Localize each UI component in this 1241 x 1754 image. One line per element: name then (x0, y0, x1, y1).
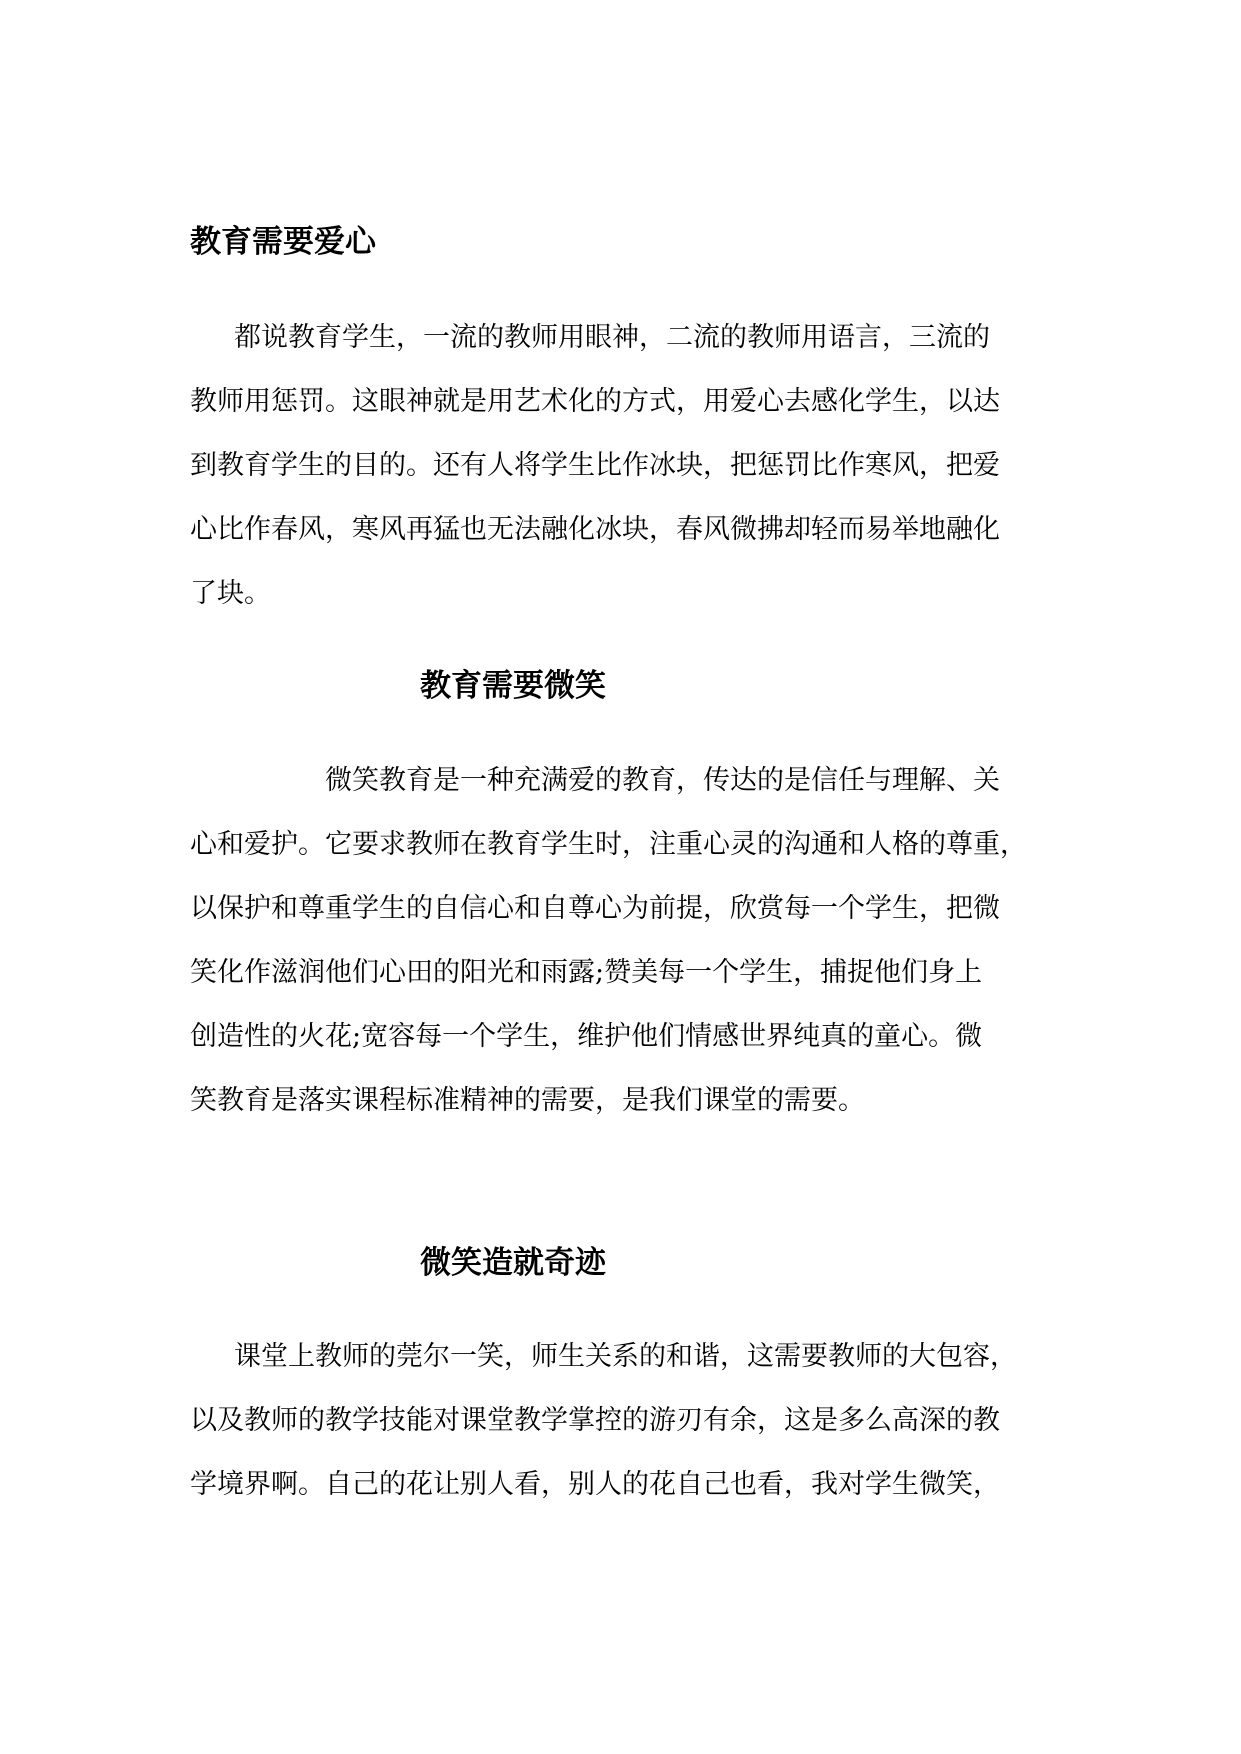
paragraph-line: 心和爱护。它要求教师在教育学生时，注重心灵的沟通和人格的尊重， (190, 829, 1027, 860)
paragraph-line: 课堂上教师的莞尔一笑，师生关系的和谐，这需要教师的大包容， (234, 1341, 1017, 1372)
section-heading-smile: 教育需要微笑 (420, 668, 606, 704)
paragraph-line: 笑教育是落实课程标准精神的需要，是我们课堂的需要。 (190, 1085, 865, 1116)
paragraph-line: 心比作春风，寒风再猛也无法融化冰块，春风微拂却轻而易举地融化 (190, 514, 1000, 545)
paragraph-line: 创造性的火花;宽容每一个学生，维护他们情感世界纯真的童心。微 (190, 1021, 983, 1052)
paragraph-line: 到教育学生的目的。还有人将学生比作冰块，把惩罚比作寒风，把爱 (190, 450, 1000, 481)
section-heading-miracle: 微笑造就奇迹 (420, 1245, 606, 1281)
section-heading-love: 教育需要爱心 (190, 224, 376, 260)
paragraph-line: 都说教育学生，一流的教师用眼神，二流的教师用语言，三流的 (234, 322, 990, 353)
paragraph-line: 微笑教育是一种充满爱的教育，传达的是信任与理解、关 (325, 765, 1000, 796)
paragraph-line: 以保护和尊重学生的自信心和自尊心为前提，欣赏每一个学生，把微 (190, 893, 1000, 924)
paragraph-line: 笑化作滋润他们心田的阳光和雨露;赞美每一个学生，捕捉他们身上 (190, 957, 983, 988)
paragraph-line: 学境界啊。自己的花让别人看，别人的花自己也看，我对学生微笑， (190, 1469, 1000, 1500)
paragraph-line: 以及教师的教学技能对课堂教学掌控的游刃有余，这是多么高深的教 (190, 1405, 1000, 1436)
paragraph-line: 了块。 (190, 578, 271, 609)
paragraph-line: 教师用惩罚。这眼神就是用艺术化的方式，用爱心去感化学生，以达 (190, 386, 1000, 417)
